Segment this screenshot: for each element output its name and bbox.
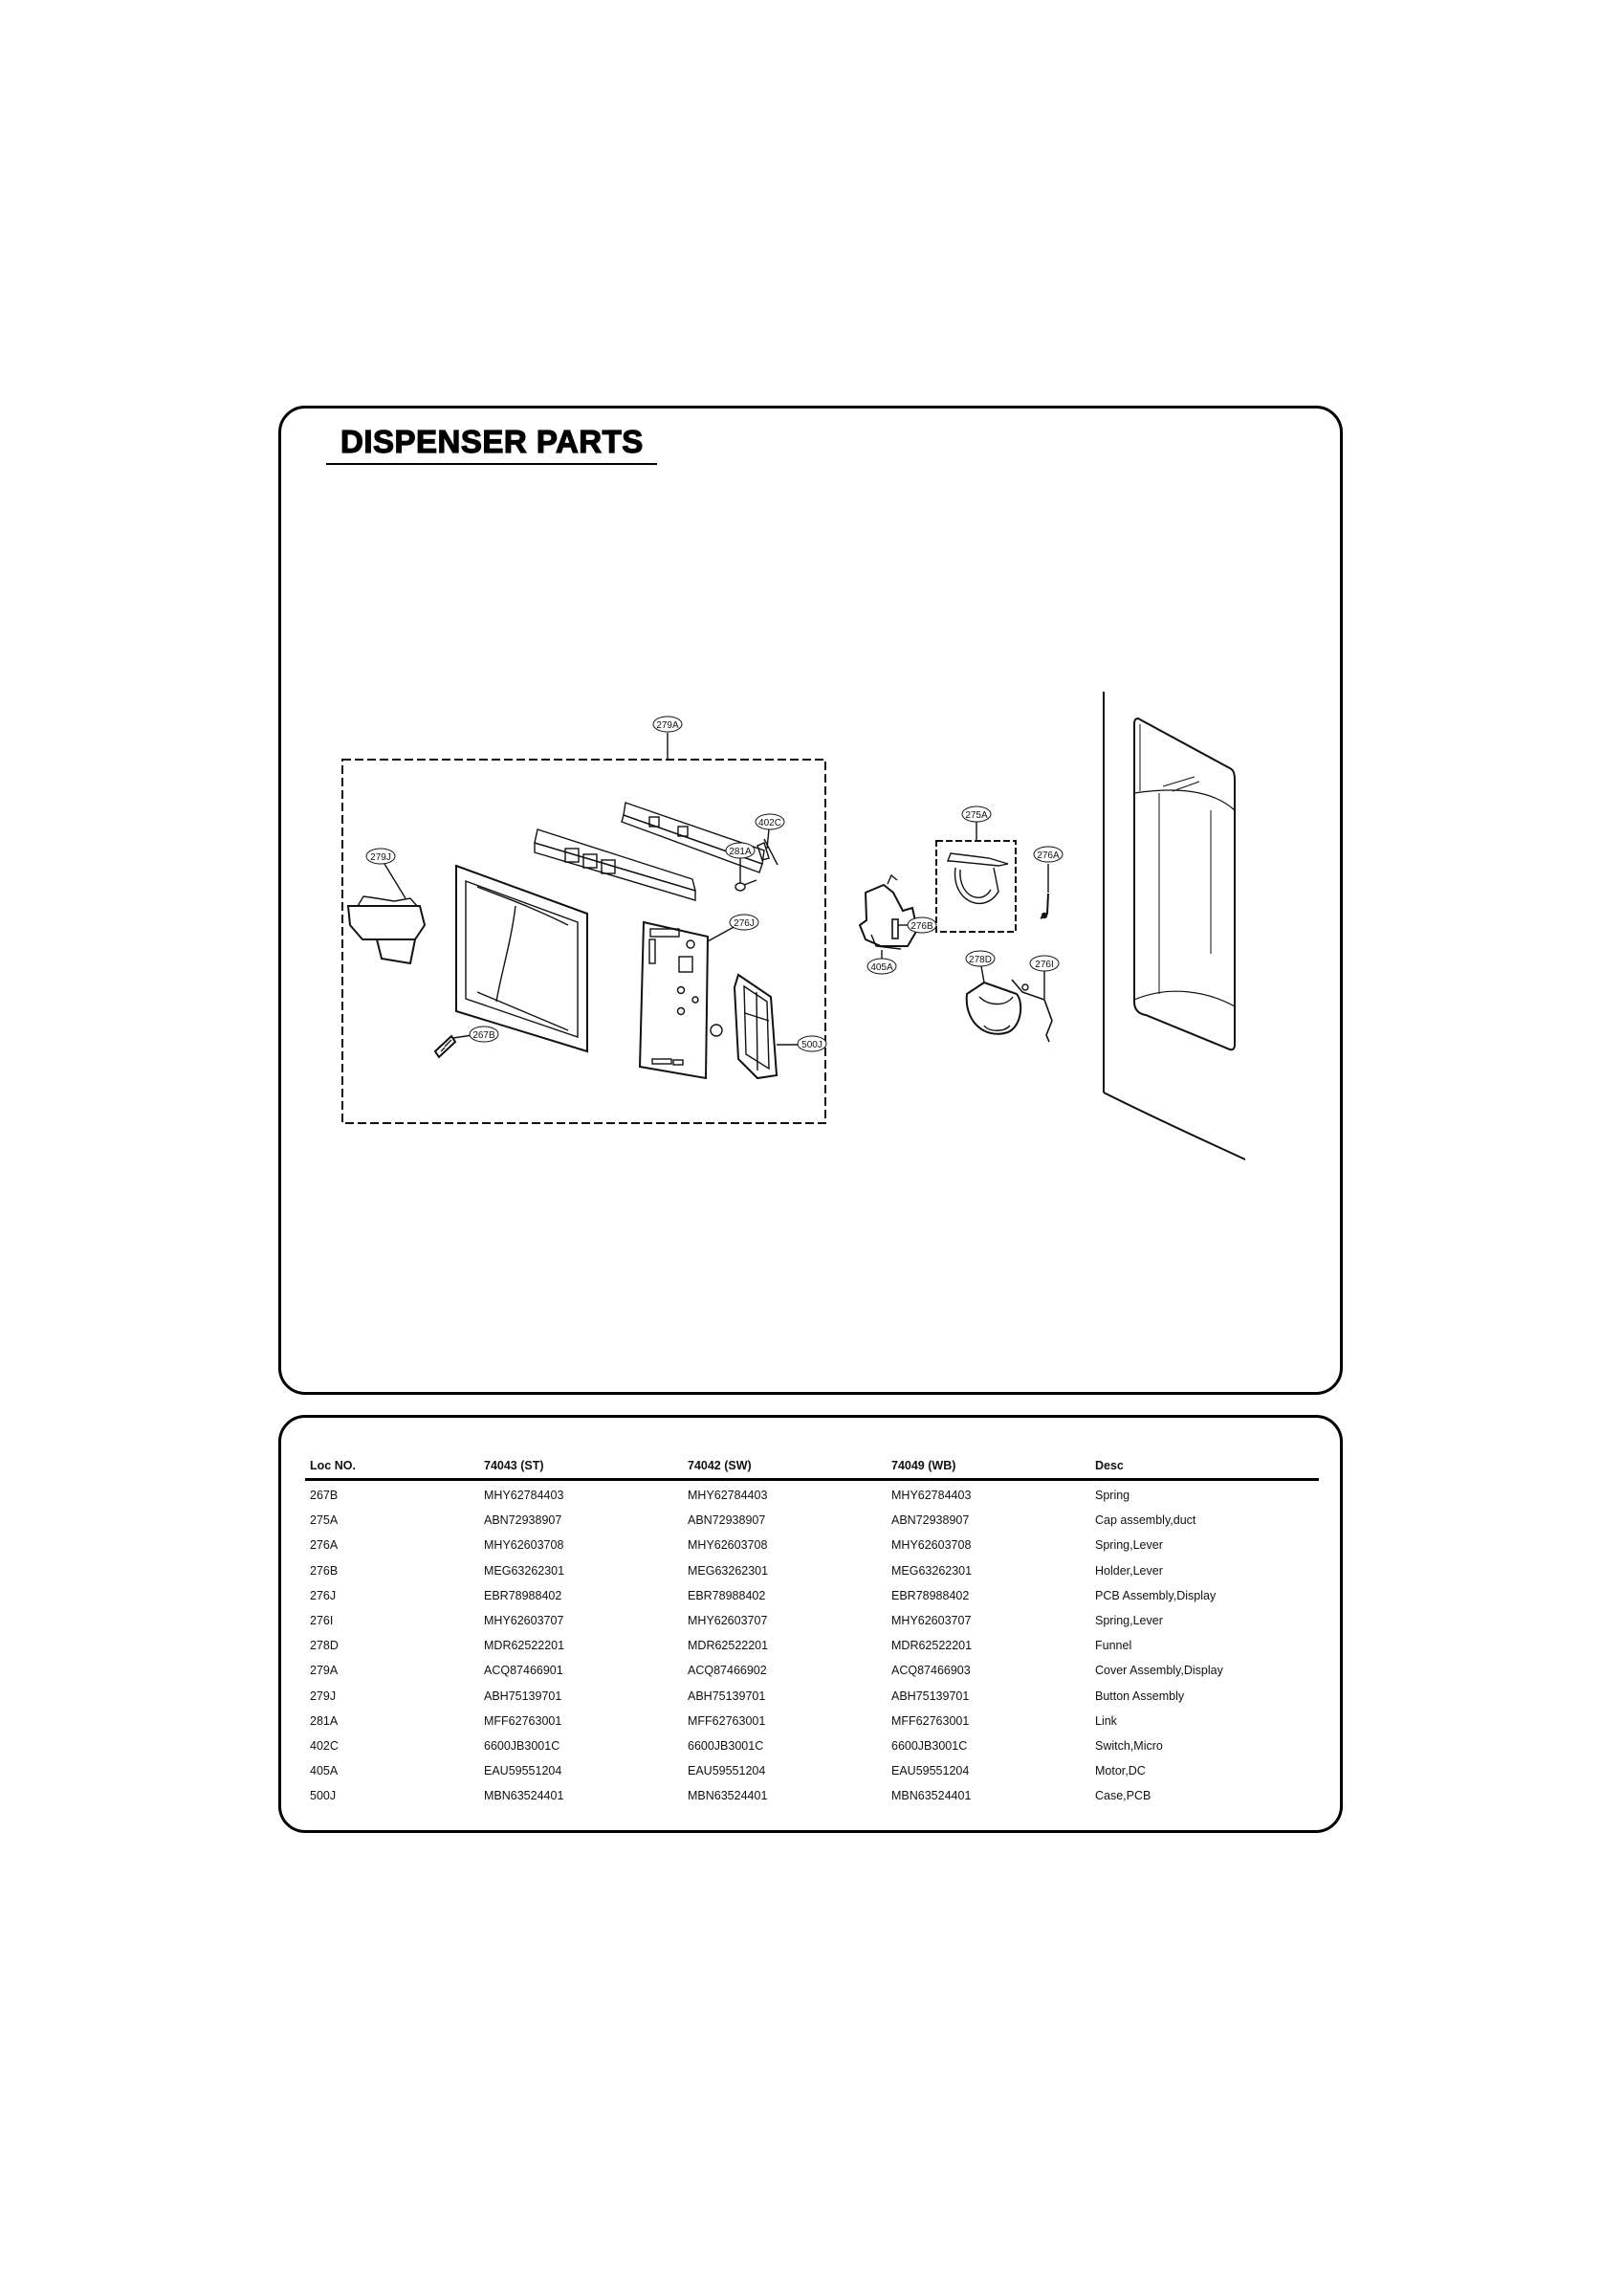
desc: Funnel (1095, 1639, 1132, 1653)
desc: Motor,DC (1095, 1764, 1146, 1778)
part-wb: MDR62522201 (891, 1639, 973, 1653)
part-st: EBR78988402 (484, 1588, 562, 1602)
motor-dc-part (860, 875, 917, 949)
loc-no: 278D (310, 1639, 339, 1653)
header-74043-st: 74043 (ST) (479, 1458, 683, 1480)
desc: Button Assembly (1095, 1689, 1185, 1703)
desc: Cap assembly,duct (1095, 1513, 1196, 1528)
part-sw: ABN72938907 (688, 1513, 766, 1528)
loc-no: 276A (310, 1538, 339, 1553)
part-wb: EAU59551204 (891, 1764, 970, 1778)
loc-no: 276J (310, 1588, 337, 1602)
loc-no: 276I (310, 1614, 334, 1628)
part-st: MFF62763001 (484, 1713, 562, 1728)
refrigerator-door-outline (1104, 692, 1245, 1159)
callout-275A (962, 806, 991, 822)
desc: Spring,Lever (1095, 1538, 1163, 1553)
desc: PCB Assembly,Display (1095, 1588, 1217, 1602)
part-sw: MDR62522201 (688, 1639, 769, 1653)
desc: Spring (1095, 1489, 1130, 1503)
header-loc-no: Loc NO. (305, 1458, 479, 1480)
loc-no: 275A (310, 1513, 339, 1528)
diagram-panel (278, 406, 1343, 1395)
table-header-row (305, 1458, 1319, 1480)
part-sw: MEG63262301 (688, 1563, 769, 1578)
parts-table (305, 1458, 1319, 1808)
callout-276J (730, 915, 758, 930)
callout-500J (798, 1036, 826, 1051)
part-sw: ABH75139701 (688, 1689, 766, 1703)
callout-267B (470, 1027, 498, 1042)
funnel-part (967, 982, 1020, 1034)
holder-lever-part (892, 919, 898, 938)
part-wb: MHY62603708 (891, 1538, 972, 1553)
parts-table-panel (278, 1415, 1343, 1833)
part-st: ABN72938907 (484, 1513, 562, 1528)
table-row (305, 1583, 1319, 1608)
svg-text:279A: 279A (656, 720, 679, 731)
table-row (305, 1758, 1319, 1783)
part-sw: MHY62784403 (688, 1489, 768, 1503)
button-assembly-part (348, 896, 425, 963)
assembly-box-275A (936, 841, 1016, 932)
table-row (305, 1633, 1319, 1658)
loc-no: 500J (310, 1789, 337, 1803)
loc-no: 267B (310, 1489, 339, 1503)
part-wb: MEG63262301 (891, 1563, 973, 1578)
svg-text:267B: 267B (472, 1030, 495, 1041)
loc-no: 276B (310, 1563, 339, 1578)
svg-text:405A: 405A (870, 962, 893, 973)
part-st: MHY62784403 (484, 1489, 564, 1503)
callout-276B (908, 917, 936, 933)
loc-no: 405A (310, 1764, 339, 1778)
pcb-case-part (711, 975, 777, 1078)
svg-text:279J: 279J (370, 852, 391, 863)
part-st: 6600JB3001C (484, 1738, 560, 1753)
callout-276I (1030, 956, 1059, 971)
table-row (305, 1709, 1319, 1733)
callout-281A (726, 843, 755, 858)
part-sw: ACQ87466902 (688, 1664, 767, 1678)
table-row (305, 1684, 1319, 1709)
callout-278D (966, 951, 995, 966)
header-74042-sw: 74042 (SW) (683, 1458, 887, 1480)
part-st: MBN63524401 (484, 1789, 564, 1803)
svg-text:275A: 275A (965, 810, 988, 821)
part-st: MHY62603707 (484, 1614, 564, 1628)
part-wb: EBR78988402 (891, 1588, 970, 1602)
svg-text:276A: 276A (1037, 850, 1060, 861)
svg-text:276J: 276J (734, 918, 755, 929)
header-74049-wb: 74049 (WB) (887, 1458, 1090, 1480)
callout-279A (653, 717, 682, 732)
desc: Spring,Lever (1095, 1614, 1163, 1628)
table-row (305, 1533, 1319, 1557)
spring-lever-part-a (1041, 894, 1048, 918)
page-title: DISPENSER PARTS (340, 424, 644, 459)
part-sw: 6600JB3001C (688, 1738, 764, 1753)
part-wb: MHY62603707 (891, 1614, 972, 1628)
part-sw: MBN63524401 (688, 1789, 768, 1803)
callout-276A (1034, 847, 1063, 862)
part-wb: MBN63524401 (891, 1789, 972, 1803)
part-st: MEG63262301 (484, 1563, 565, 1578)
part-sw: MHY62603708 (688, 1538, 768, 1553)
part-st: MDR62522201 (484, 1639, 565, 1653)
loc-no: 279A (310, 1664, 339, 1678)
cap-assembly-duct-part (948, 853, 1008, 903)
header-desc: Desc (1090, 1458, 1319, 1480)
svg-text:276I: 276I (1035, 960, 1054, 970)
table-row (305, 1608, 1319, 1633)
table-row (305, 1733, 1319, 1758)
table-row (305, 1508, 1319, 1533)
svg-text:500J: 500J (801, 1040, 822, 1050)
callout-402C (756, 814, 784, 829)
table-row (305, 1480, 1319, 1509)
link-part (735, 880, 757, 891)
svg-text:276B: 276B (910, 921, 933, 932)
spring-lever-part-i (1012, 980, 1052, 1042)
part-wb: ACQ87466903 (891, 1664, 971, 1678)
pcb-display-part (640, 922, 708, 1078)
part-st: MHY62603708 (484, 1538, 564, 1553)
display-cover-part (622, 803, 764, 872)
part-sw: MHY62603707 (688, 1614, 768, 1628)
part-wb: MHY62784403 (891, 1489, 972, 1503)
desc: Switch,Micro (1095, 1738, 1163, 1753)
svg-text:402C: 402C (758, 818, 781, 828)
part-wb: ABN72938907 (891, 1513, 970, 1528)
loc-no: 281A (310, 1713, 339, 1728)
part-sw: EBR78988402 (688, 1588, 766, 1602)
table-row (305, 1558, 1319, 1583)
table-row (305, 1783, 1319, 1808)
dispenser-cover-part (456, 866, 587, 1051)
callout-279J (366, 849, 395, 864)
desc: Holder,Lever (1095, 1563, 1163, 1578)
part-st: EAU59551204 (484, 1764, 562, 1778)
part-st: ACQ87466901 (484, 1664, 563, 1678)
loc-no: 279J (310, 1689, 337, 1703)
part-st: ABH75139701 (484, 1689, 562, 1703)
callout-405A (867, 959, 896, 974)
desc: Case,PCB (1095, 1789, 1151, 1803)
table-row (305, 1658, 1319, 1683)
desc: Link (1095, 1713, 1117, 1728)
part-wb: 6600JB3001C (891, 1738, 968, 1753)
exploded-parts-diagram (281, 408, 1340, 1392)
loc-no: 402C (310, 1738, 339, 1753)
spring-part (435, 1036, 455, 1057)
part-sw: MFF62763001 (688, 1713, 766, 1728)
part-sw: EAU59551204 (688, 1764, 766, 1778)
svg-text:278D: 278D (969, 955, 992, 965)
svg-text:281A: 281A (729, 847, 752, 857)
part-wb: ABH75139701 (891, 1689, 970, 1703)
desc: Cover Assembly,Display (1095, 1664, 1223, 1678)
part-wb: MFF62763001 (891, 1713, 970, 1728)
